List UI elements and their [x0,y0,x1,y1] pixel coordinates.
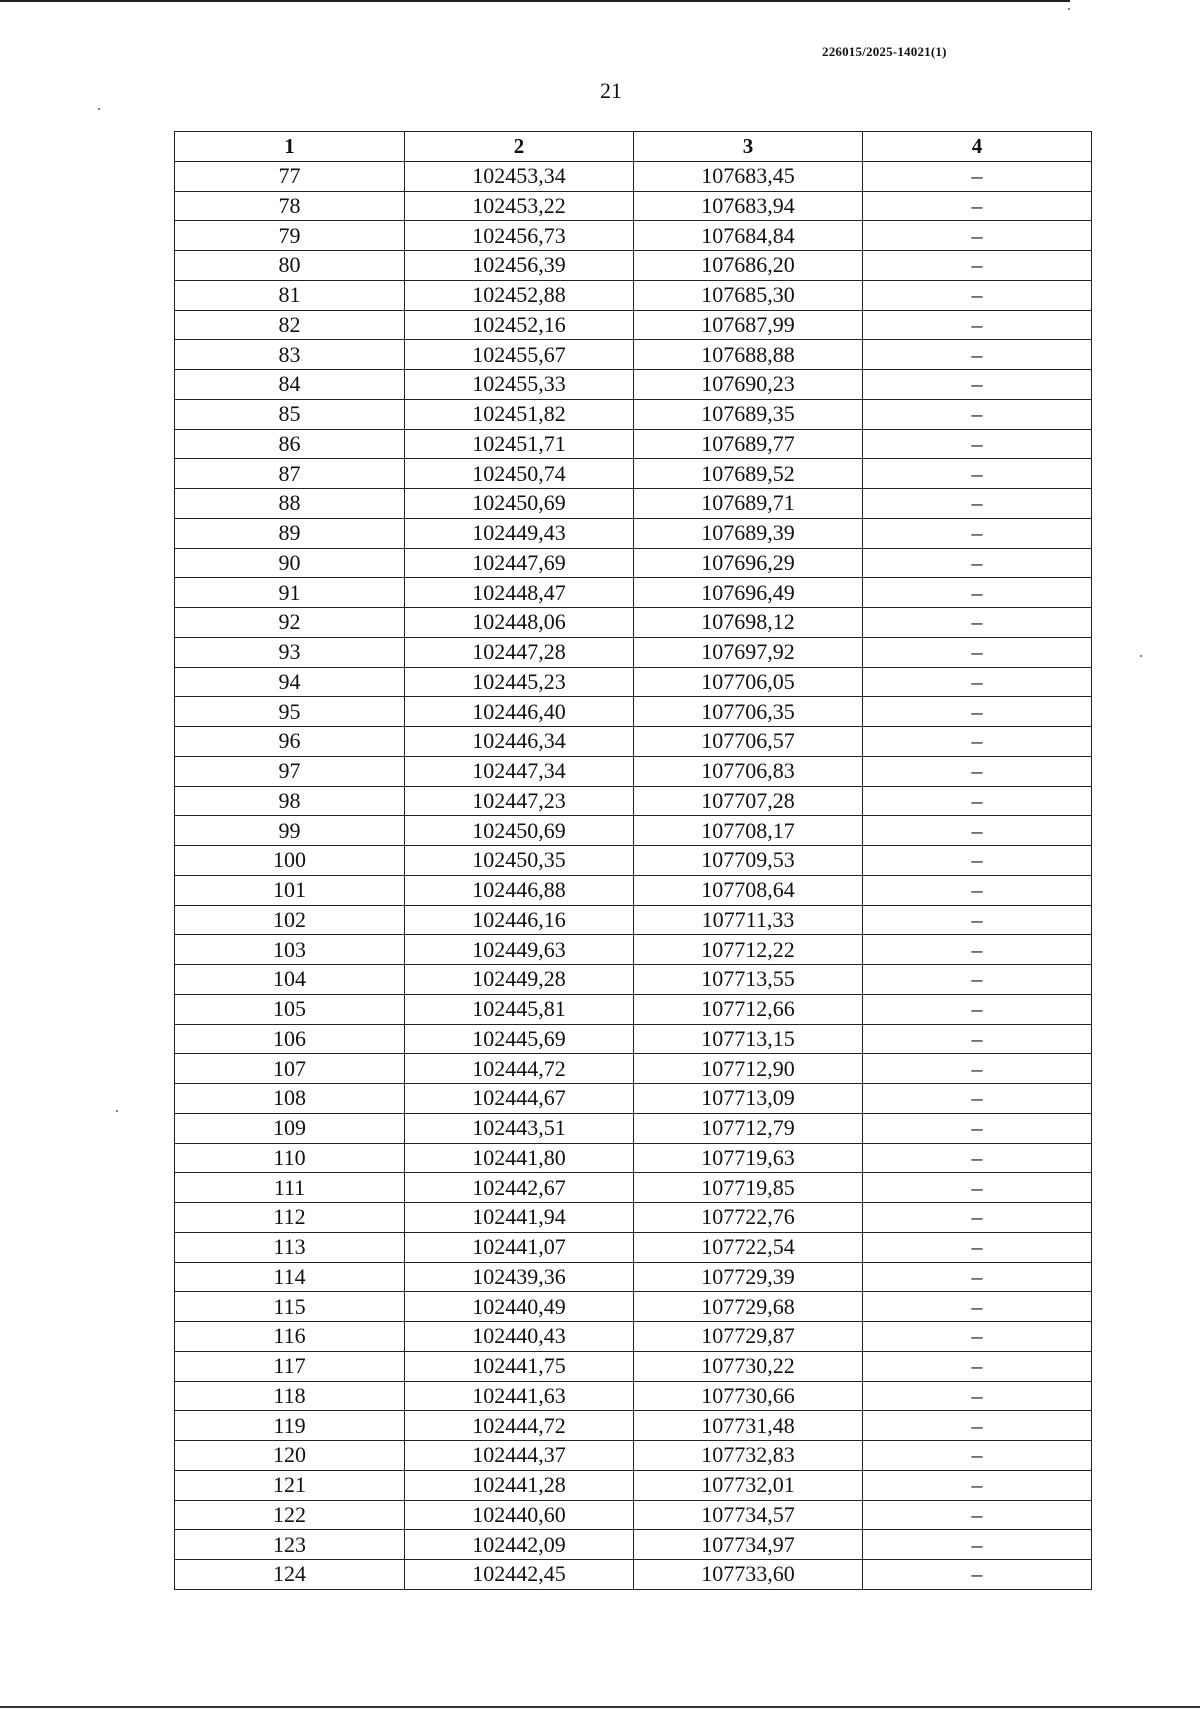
table-row [175,1024,1092,1054]
table-cell: 107689,52 [634,459,863,489]
table-cell: 79 [175,221,405,251]
table-cell: 102441,75 [405,1351,634,1381]
table-cell: 107713,15 [634,1024,863,1054]
table-cell: 107729,87 [634,1322,863,1352]
table-cell: 107696,49 [634,578,863,608]
table-cell: 107730,66 [634,1381,863,1411]
table-cell: – [863,1143,1092,1173]
table-cell: 91 [175,578,405,608]
table-cell: – [863,905,1092,935]
table-row [175,965,1092,995]
table-row [175,280,1092,310]
table-row [175,578,1092,608]
table-cell: 107687,99 [634,310,863,340]
table-cell: 104 [175,965,405,995]
table-cell: 101 [175,875,405,905]
page-number: 21 [600,78,622,103]
table-cell: 82 [175,310,405,340]
table-row [175,608,1092,638]
table-cell: 107713,09 [634,1084,863,1114]
table-cell: 102444,37 [405,1441,634,1471]
table-cell: 102447,34 [405,756,634,786]
table-cell: 107719,85 [634,1173,863,1203]
table-cell: 107709,53 [634,846,863,876]
table-cell: 102442,67 [405,1173,634,1203]
table-cell: 87 [175,459,405,489]
table-cell: 117 [175,1351,405,1381]
table-cell: – [863,459,1092,489]
table-cell: 102450,35 [405,846,634,876]
table-cell: – [863,875,1092,905]
table-cell: – [863,399,1092,429]
table-cell: – [863,518,1092,548]
table-row [175,667,1092,697]
table-cell: 107690,23 [634,370,863,400]
table-cell: – [863,756,1092,786]
table-cell: 107683,45 [634,161,863,191]
table-cell: 95 [175,697,405,727]
table-cell: 85 [175,399,405,429]
table-cell: – [863,1232,1092,1262]
table-cell: – [863,846,1092,876]
table-cell: 107729,39 [634,1262,863,1292]
table-row [175,1143,1092,1173]
table-cell: 98 [175,786,405,816]
table-cell: 102 [175,905,405,935]
table-cell: 113 [175,1232,405,1262]
table-row [175,1381,1092,1411]
table-row [175,310,1092,340]
table-row [175,1054,1092,1084]
table-cell: – [863,221,1092,251]
table-cell: 107708,64 [634,875,863,905]
table-cell: 102453,22 [405,191,634,221]
table-cell: – [863,1084,1092,1114]
table-cell: 102449,28 [405,965,634,995]
scan-speck [116,1110,118,1112]
document-reference-number: 226015/2025-14021(1) [822,44,947,59]
table-cell: – [863,637,1092,667]
column-header: 1 [175,132,405,162]
table-cell: 102441,07 [405,1232,634,1262]
table-cell: 109 [175,1113,405,1143]
table-cell: – [863,1411,1092,1441]
table-cell: 123 [175,1530,405,1560]
table-cell: 88 [175,489,405,519]
table-cell: 107722,76 [634,1203,863,1233]
table-row [175,1322,1092,1352]
table-cell: 122 [175,1500,405,1530]
table-row [175,1232,1092,1262]
table-cell: 107708,17 [634,816,863,846]
table-cell: 107706,35 [634,697,863,727]
table-cell: – [863,1024,1092,1054]
table-cell: – [863,1351,1092,1381]
table-cell: 78 [175,191,405,221]
table-cell: – [863,697,1092,727]
table-cell: 107689,39 [634,518,863,548]
coordinates-table [174,131,1092,1590]
table-cell: 107697,92 [634,637,863,667]
table-row [175,697,1092,727]
table-cell: 102446,40 [405,697,634,727]
table-cell: 107732,01 [634,1470,863,1500]
table-header-row [175,132,1092,162]
table-row [175,786,1092,816]
table-row [175,459,1092,489]
table-row [175,1411,1092,1441]
scan-speck [1068,8,1070,10]
table-cell: 107689,35 [634,399,863,429]
table-cell: – [863,1381,1092,1411]
table-cell: 107706,05 [634,667,863,697]
table-row [175,875,1092,905]
table-cell: 80 [175,251,405,281]
table-cell: 102448,06 [405,608,634,638]
table-cell: – [863,1441,1092,1471]
table-cell: 102449,43 [405,518,634,548]
table-cell: 108 [175,1084,405,1114]
table-row [175,727,1092,757]
table-cell: 77 [175,161,405,191]
table-cell: – [863,667,1092,697]
table-cell: 96 [175,727,405,757]
table-cell: 102445,81 [405,994,634,1024]
table-cell: 94 [175,667,405,697]
table-cell: – [863,1530,1092,1560]
table-row [175,1500,1092,1530]
bottom-scan-rule [0,1706,1200,1708]
table-cell: – [863,994,1092,1024]
table-cell: – [863,429,1092,459]
table-cell: 110 [175,1143,405,1173]
table-row [175,221,1092,251]
table-row [175,1173,1092,1203]
table-row [175,1560,1092,1590]
table-cell: 107731,48 [634,1411,863,1441]
table-cell: – [863,191,1092,221]
table-cell: 102445,69 [405,1024,634,1054]
table-cell: 102446,34 [405,727,634,757]
table-cell: 102447,28 [405,637,634,667]
table-cell: 107712,90 [634,1054,863,1084]
table-cell: 107722,54 [634,1232,863,1262]
table-cell: 90 [175,548,405,578]
table-cell: – [863,1173,1092,1203]
table-cell: 103 [175,935,405,965]
table-cell: – [863,161,1092,191]
table-cell: – [863,1292,1092,1322]
table-cell: 102443,51 [405,1113,634,1143]
table-cell: 107706,83 [634,756,863,786]
table-cell: – [863,1500,1092,1530]
table-cell: 118 [175,1381,405,1411]
table-row [175,489,1092,519]
table-cell: 102445,23 [405,667,634,697]
table-row [175,1203,1092,1233]
table-cell: 120 [175,1441,405,1471]
table-cell: 107734,97 [634,1530,863,1560]
table-cell: 102451,71 [405,429,634,459]
table-cell: – [863,1203,1092,1233]
table-cell: 102441,80 [405,1143,634,1173]
table-cell: 107732,83 [634,1441,863,1471]
table-cell: – [863,816,1092,846]
table-row [175,370,1092,400]
table-cell: 116 [175,1322,405,1352]
table-cell: 107719,63 [634,1143,863,1173]
table-row [175,1441,1092,1471]
table-cell: – [863,1322,1092,1352]
table-cell: 102450,69 [405,816,634,846]
table-row [175,935,1092,965]
table-row [175,994,1092,1024]
table-cell: 107712,79 [634,1113,863,1143]
table-row [175,191,1092,221]
table-row [175,905,1092,935]
table-cell: 102440,43 [405,1322,634,1352]
table-cell: 102450,74 [405,459,634,489]
table-cell: 107696,29 [634,548,863,578]
table-cell: 112 [175,1203,405,1233]
table-cell: – [863,310,1092,340]
table-row [175,251,1092,281]
table-cell: 89 [175,518,405,548]
table-cell: – [863,935,1092,965]
table-cell: 102442,09 [405,1530,634,1560]
table-cell: – [863,786,1092,816]
table-cell: 102444,72 [405,1054,634,1084]
table-cell: 119 [175,1411,405,1441]
table-cell: 107 [175,1054,405,1084]
table-cell: 100 [175,846,405,876]
table-row [175,846,1092,876]
table-row [175,1351,1092,1381]
table-row [175,1470,1092,1500]
table-cell: 124 [175,1560,405,1590]
table-cell: 102447,69 [405,548,634,578]
table-cell: 105 [175,994,405,1024]
table-row [175,756,1092,786]
table-cell: – [863,1560,1092,1590]
table-row [175,340,1092,370]
table-row [175,548,1092,578]
table-cell: 107683,94 [634,191,863,221]
table-cell: 84 [175,370,405,400]
table-cell: 107730,22 [634,1351,863,1381]
table-cell: 97 [175,756,405,786]
table-cell: 83 [175,340,405,370]
table-cell: 102456,39 [405,251,634,281]
table-cell: 111 [175,1173,405,1203]
table-cell: 81 [175,280,405,310]
table-cell: 102449,63 [405,935,634,965]
table-cell: 107707,28 [634,786,863,816]
table-cell: 107729,68 [634,1292,863,1322]
table-cell: 102448,47 [405,578,634,608]
table-cell: 107689,77 [634,429,863,459]
table-row [175,1113,1092,1143]
column-header: 2 [405,132,634,162]
table-cell: 102451,82 [405,399,634,429]
table-row [175,161,1092,191]
table-row [175,1084,1092,1114]
table-cell: 121 [175,1470,405,1500]
table-cell: – [863,965,1092,995]
table-cell: 107713,55 [634,965,863,995]
table-row [175,518,1092,548]
table-body [175,161,1092,1589]
table-cell: – [863,489,1092,519]
table-cell: 106 [175,1024,405,1054]
table-cell: 107711,33 [634,905,863,935]
table-cell: – [863,280,1092,310]
table-cell: 102446,16 [405,905,634,935]
table-cell: 107733,60 [634,1560,863,1590]
column-header: 4 [863,132,1092,162]
table-cell: – [863,1113,1092,1143]
table-row [175,1530,1092,1560]
table-cell: – [863,1262,1092,1292]
table-cell: 102441,28 [405,1470,634,1500]
table-cell: 102450,69 [405,489,634,519]
table-cell: 102452,88 [405,280,634,310]
table-cell: 114 [175,1262,405,1292]
top-scan-rule [0,0,1070,2]
table-row [175,429,1092,459]
table-cell: 93 [175,637,405,667]
table-cell: 99 [175,816,405,846]
scan-speck [1140,655,1142,657]
scan-speck [98,108,100,110]
table-row [175,399,1092,429]
table-row [175,1262,1092,1292]
table-cell: 102447,23 [405,786,634,816]
table-cell: 107684,84 [634,221,863,251]
table-row [175,816,1092,846]
table-cell: 107689,71 [634,489,863,519]
table-cell: 102453,34 [405,161,634,191]
table-cell: 107688,88 [634,340,863,370]
table-cell: 102455,33 [405,370,634,400]
table-cell: – [863,548,1092,578]
table-row [175,1292,1092,1322]
table-cell: 107712,66 [634,994,863,1024]
table-cell: 102452,16 [405,310,634,340]
table-cell: 102441,94 [405,1203,634,1233]
table-cell: 102441,63 [405,1381,634,1411]
table-cell: 107734,57 [634,1500,863,1530]
table-cell: 107698,12 [634,608,863,638]
table-cell: 102440,60 [405,1500,634,1530]
table-cell: 102444,67 [405,1084,634,1114]
column-header: 3 [634,132,863,162]
table-cell: 107685,30 [634,280,863,310]
table-cell: – [863,578,1092,608]
table-cell: 115 [175,1292,405,1322]
table-cell: 102440,49 [405,1292,634,1322]
table-cell: 107706,57 [634,727,863,757]
table-cell: – [863,251,1092,281]
table-cell: 102446,88 [405,875,634,905]
table-cell: 107686,20 [634,251,863,281]
table-cell: 102455,67 [405,340,634,370]
table-cell: 92 [175,608,405,638]
table-cell: 86 [175,429,405,459]
table-row [175,637,1092,667]
table-cell: 102456,73 [405,221,634,251]
table-cell: – [863,340,1092,370]
table-cell: – [863,608,1092,638]
table-cell: – [863,1470,1092,1500]
table-cell: 102442,45 [405,1560,634,1590]
table-cell: – [863,727,1092,757]
table-cell: – [863,1054,1092,1084]
table-cell: 102439,36 [405,1262,634,1292]
table-cell: 102444,72 [405,1411,634,1441]
table-cell: 107712,22 [634,935,863,965]
table-cell: – [863,370,1092,400]
